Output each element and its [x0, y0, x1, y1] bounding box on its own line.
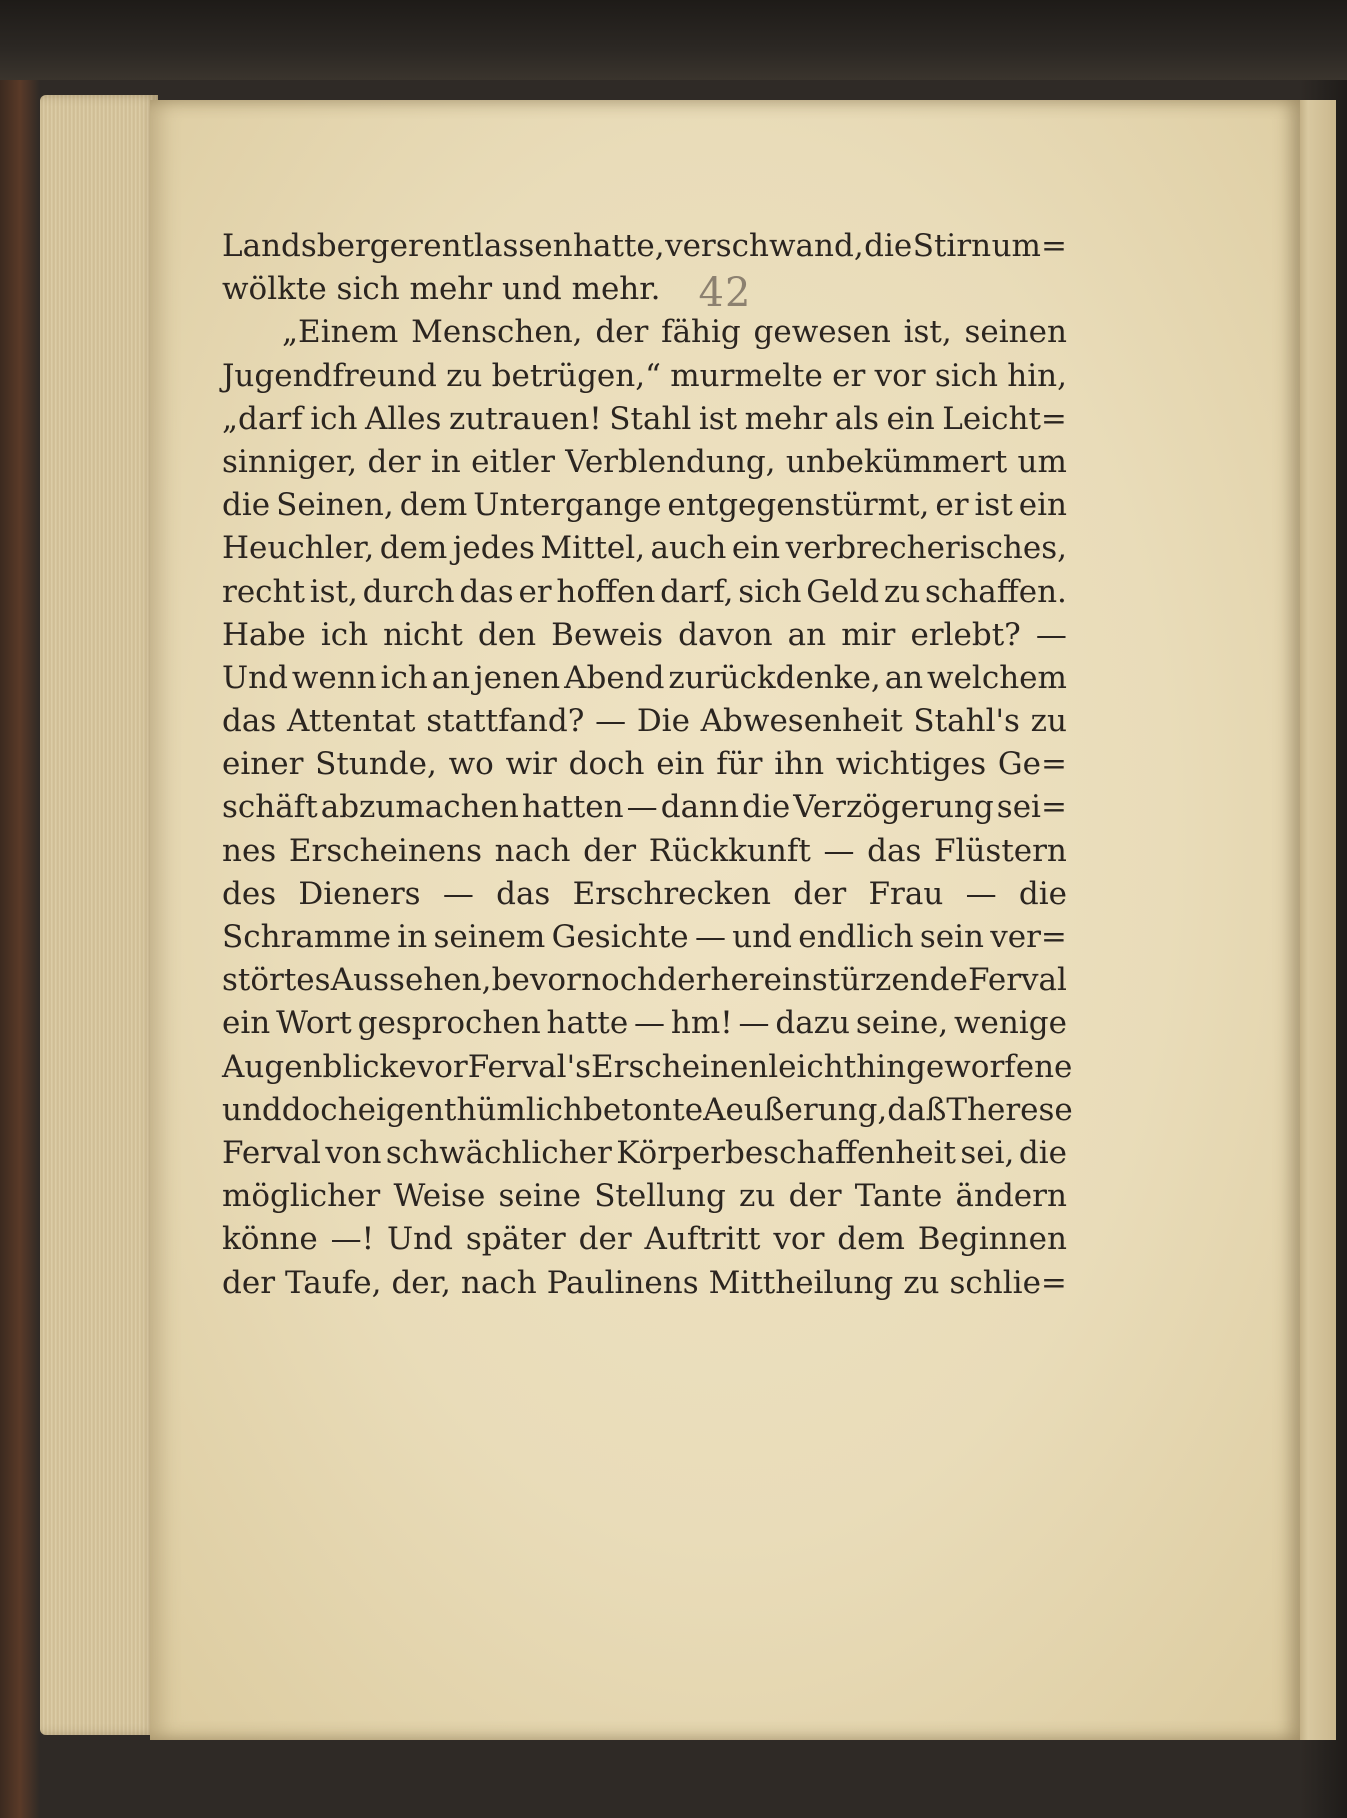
text-line — [222, 1089, 1073, 1132]
text-word: entgegenstürmt, — [667, 487, 930, 524]
page-edges-stack — [40, 95, 158, 1735]
text-word: Stahl — [609, 400, 692, 437]
text-word: um — [1017, 443, 1067, 480]
text-word: sinniger, — [222, 443, 358, 480]
text-word: zu — [739, 1178, 776, 1215]
text-word: hatten — [521, 789, 624, 826]
text-word: Stahl's — [913, 703, 1020, 740]
text-word: Erscheinens — [288, 832, 483, 869]
text-word: dem — [399, 487, 468, 524]
text-word: für — [716, 746, 763, 783]
text-word: Paulinens — [546, 1264, 699, 1301]
text-word: Ferval's — [467, 1048, 592, 1085]
text-word: das — [867, 832, 922, 869]
text-word: ein — [656, 746, 705, 783]
text-word: einer — [222, 746, 304, 783]
text-word: — — [965, 875, 997, 912]
text-word: entlassen — [423, 228, 573, 264]
text-word: ich — [310, 400, 358, 437]
text-word: schaffen. — [924, 573, 1067, 610]
text-word: der — [788, 1178, 842, 1215]
text-word: nes — [222, 832, 277, 869]
text-word: könne — [222, 1221, 318, 1258]
text-word: Heuchler, — [222, 530, 375, 567]
text-word: wo — [448, 746, 494, 783]
text-word: Habe — [222, 616, 306, 653]
text-word: der — [595, 314, 649, 351]
text-word: mehr — [744, 400, 828, 437]
text-word: er — [832, 357, 866, 394]
text-word: erlebt? — [910, 616, 1021, 653]
text-line — [222, 614, 1067, 657]
page-number: 42 — [698, 270, 752, 316]
text-word: Taufe, — [285, 1264, 382, 1301]
text-word: — — [738, 1005, 770, 1042]
text-word: ist — [698, 400, 738, 437]
text-line — [222, 311, 1067, 354]
text-word: zu — [883, 573, 921, 610]
text-word: das — [496, 875, 551, 912]
text-word: Seinen, — [276, 487, 394, 524]
text-word: gesprochen — [357, 1005, 541, 1042]
text-word: dem — [379, 530, 448, 567]
text-word: Verblendung, — [565, 443, 776, 480]
text-word: später — [465, 1221, 566, 1258]
text-word: um= — [991, 228, 1067, 264]
text-word: daß — [887, 1091, 947, 1128]
text-word: — — [595, 703, 627, 740]
text-word: — — [823, 832, 855, 869]
text-word: ist — [974, 487, 1013, 524]
text-word: die — [222, 487, 271, 524]
text-word: abzumachen — [320, 789, 519, 826]
text-word: seinen — [964, 314, 1067, 351]
text-word: davon — [678, 616, 773, 653]
text-word: und — [222, 1091, 282, 1128]
text-word: stattfand? — [426, 703, 585, 740]
text-word: seine — [498, 1178, 581, 1215]
text-word: hoffen — [556, 573, 656, 610]
text-line — [222, 700, 1067, 743]
text-word: an — [431, 659, 471, 696]
text-word: Gesichte — [551, 919, 689, 955]
text-line — [222, 355, 1067, 398]
text-word: ein — [731, 530, 781, 567]
text-word: des — [222, 875, 277, 912]
text-word: Stellung — [594, 1178, 726, 1215]
text-line — [222, 1218, 1067, 1261]
text-word: Erschrecken — [572, 875, 771, 912]
text-word: Leicht= — [942, 400, 1067, 437]
text-word: Therese — [946, 1091, 1073, 1128]
text-word: hingeworfene — [856, 1048, 1073, 1085]
text-word: die — [1018, 1134, 1067, 1171]
text-word: der — [578, 1221, 632, 1258]
text-word: Beginnen — [917, 1221, 1067, 1258]
text-word: endlich — [798, 919, 914, 955]
text-word: Attentat — [286, 703, 416, 740]
text-word: ich — [380, 659, 428, 696]
text-word: — — [634, 1005, 666, 1042]
text-word: die — [1018, 875, 1067, 912]
text-word: wichtiges — [835, 746, 987, 783]
text-word: noch — [581, 962, 658, 999]
text-word: er — [935, 487, 969, 524]
body-text — [222, 225, 1073, 1305]
text-word: vor — [773, 1221, 825, 1258]
text-word: betonte — [582, 1091, 704, 1128]
text-word: Verzögerung — [793, 789, 994, 826]
text-word: durch — [362, 573, 455, 610]
text-line — [222, 786, 1067, 829]
text-word: Geld — [806, 573, 880, 610]
text-word: Augenblicke — [222, 1048, 417, 1085]
text-line — [222, 1002, 1067, 1045]
text-word: der — [583, 832, 637, 869]
text-word: in — [430, 443, 461, 480]
text-word: und — [732, 919, 792, 955]
text-word: wenn — [291, 659, 377, 696]
facing-page-strip — [1296, 100, 1336, 1740]
text-line — [222, 571, 1067, 614]
text-word: Abend — [564, 659, 665, 696]
text-word: murmelte — [670, 357, 823, 394]
text-word: Wort — [276, 1005, 352, 1042]
text-word: — — [626, 789, 658, 826]
text-line — [222, 830, 1067, 873]
text-word: „Einem — [282, 314, 399, 351]
text-word: ein — [886, 400, 935, 437]
text-word: der — [367, 443, 421, 480]
text-word: „darf — [222, 400, 303, 437]
text-word: — — [694, 919, 726, 955]
text-word: — — [1035, 616, 1067, 653]
text-word: verschwand, — [665, 228, 864, 264]
text-word: gewesen — [753, 314, 891, 351]
text-word: Erscheinen — [591, 1048, 769, 1085]
text-word: seine, — [855, 1005, 949, 1042]
text-word: der — [222, 1264, 276, 1301]
text-word: Tante — [854, 1178, 943, 1215]
text-line: wölkte sich mehr und mehr. — [222, 271, 661, 308]
text-word: betrügen,“ — [491, 357, 661, 394]
text-word: dem — [837, 1221, 905, 1258]
text-word: Untergange — [473, 487, 662, 524]
text-word: das — [459, 573, 514, 610]
text-word: dann — [660, 789, 739, 826]
book-cover-top — [0, 0, 1347, 80]
text-word: Stunde, — [315, 746, 437, 783]
text-word: Auftritt — [644, 1221, 761, 1258]
text-word: schäft — [222, 789, 318, 826]
text-word: als — [834, 400, 880, 437]
text-word: Und — [387, 1221, 453, 1258]
text-word: der — [793, 875, 847, 912]
text-line — [222, 916, 1067, 959]
text-word: Aeußerung, — [703, 1091, 888, 1128]
text-word: Stirn — [912, 228, 992, 264]
text-word: leicht — [768, 1048, 857, 1085]
text-word: hatte — [546, 1005, 629, 1042]
text-word: sei= — [996, 789, 1067, 826]
text-word: die — [742, 789, 791, 826]
text-word: vor — [874, 357, 926, 394]
text-word: Landsberger — [222, 228, 423, 264]
text-word: Beweis — [551, 616, 664, 653]
text-word: hin, — [1007, 357, 1067, 394]
text-word: schwächlicher — [385, 1134, 612, 1171]
text-word: Rückkunft — [648, 832, 811, 869]
text-word: nach — [494, 832, 571, 869]
text-line — [222, 1262, 1067, 1305]
text-word: zu — [1030, 703, 1067, 740]
text-word: sich — [934, 357, 998, 394]
text-word: ver= — [990, 919, 1067, 955]
text-line — [222, 1132, 1067, 1175]
text-word: seinem — [433, 919, 546, 955]
text-word: Abwesenheit — [700, 703, 903, 740]
text-word: jedes — [452, 530, 535, 567]
text-word: schlie= — [949, 1264, 1067, 1301]
text-word: jenen — [474, 659, 561, 696]
text-line — [222, 527, 1067, 570]
text-word: an — [884, 659, 924, 696]
text-word: Mittel, — [540, 530, 646, 567]
text-word: hatte, — [573, 228, 665, 264]
text-word: Die — [636, 703, 690, 740]
text-word: den — [477, 616, 537, 653]
text-word: wir — [505, 746, 557, 783]
text-line — [222, 743, 1067, 786]
text-word: eitler — [471, 443, 555, 480]
text-word: Flüstern — [934, 832, 1067, 869]
text-word: mir — [841, 616, 896, 653]
text-word: ist, — [903, 314, 952, 351]
text-word: ich — [320, 616, 369, 653]
text-word: Schramme — [222, 919, 392, 955]
text-word: dazu — [775, 1005, 850, 1042]
text-word: Weise — [393, 1178, 486, 1215]
text-word: er — [518, 573, 552, 610]
text-word: sich — [738, 573, 802, 610]
text-word: unbekümmert — [785, 443, 1008, 480]
text-word: nach — [460, 1264, 537, 1301]
text-word: bevor — [491, 962, 581, 999]
text-word: der, — [391, 1264, 451, 1301]
text-word: Menschen, — [411, 314, 583, 351]
text-word: zu — [903, 1264, 940, 1301]
text-word: die — [864, 228, 913, 264]
text-word: Mittheilung — [708, 1264, 894, 1301]
text-word: an — [787, 616, 827, 653]
text-word: ihn — [774, 746, 825, 783]
text-word: ist, — [309, 573, 358, 610]
text-word: zu — [446, 357, 483, 394]
text-word: Und — [222, 659, 288, 696]
text-word: eigenthümlich — [357, 1091, 583, 1128]
text-line — [222, 959, 1067, 1002]
text-word: Ferval — [222, 1134, 321, 1171]
text-word: zurückdenke, — [668, 659, 881, 696]
text-word: recht — [222, 573, 305, 610]
text-word: ein — [1018, 487, 1067, 524]
text-line — [222, 225, 1067, 268]
text-word: doch — [568, 746, 645, 783]
text-word: Körperbeschaffenheit — [616, 1134, 956, 1171]
text-line — [222, 873, 1067, 916]
text-line — [222, 1046, 1073, 1089]
text-word: welchem — [927, 659, 1067, 696]
text-word: das — [222, 703, 277, 740]
text-line — [222, 1175, 1067, 1218]
text-word: von — [325, 1134, 382, 1171]
text-word: hereinstürzende — [710, 962, 968, 999]
text-word: Frau — [868, 875, 944, 912]
text-word: der — [657, 962, 711, 999]
text-word: Ferval — [968, 962, 1067, 999]
text-word: — — [442, 875, 474, 912]
text-word: störtes — [222, 962, 331, 999]
text-word: hm! — [670, 1005, 733, 1042]
text-word: möglicher — [222, 1178, 381, 1215]
text-word: Dieners — [298, 875, 421, 912]
text-word: Jugendfreund — [222, 357, 437, 394]
text-word: in — [397, 919, 428, 955]
text-word: zutrauen! — [448, 400, 602, 437]
text-word: verbrecherisches, — [785, 530, 1067, 567]
text-line — [222, 398, 1067, 441]
text-word: Ge= — [997, 746, 1067, 783]
text-word: doch — [281, 1091, 358, 1128]
text-word: vor — [416, 1048, 468, 1085]
text-word: ein — [222, 1005, 271, 1042]
text-line — [222, 484, 1067, 527]
text-word: nicht — [383, 616, 463, 653]
text-word: —! — [330, 1221, 375, 1258]
text-word: sein — [919, 919, 984, 955]
text-word: fähig — [661, 314, 741, 351]
text-word: sei, — [960, 1134, 1015, 1171]
text-word: Aussehen, — [330, 962, 492, 999]
text-word: Alles — [364, 400, 442, 437]
text-word: auch — [650, 530, 727, 567]
text-word: darf, — [660, 573, 734, 610]
text-word: ändern — [955, 1178, 1067, 1215]
text-line — [222, 441, 1067, 484]
text-word: wenige — [953, 1005, 1067, 1042]
text-line — [222, 657, 1067, 700]
